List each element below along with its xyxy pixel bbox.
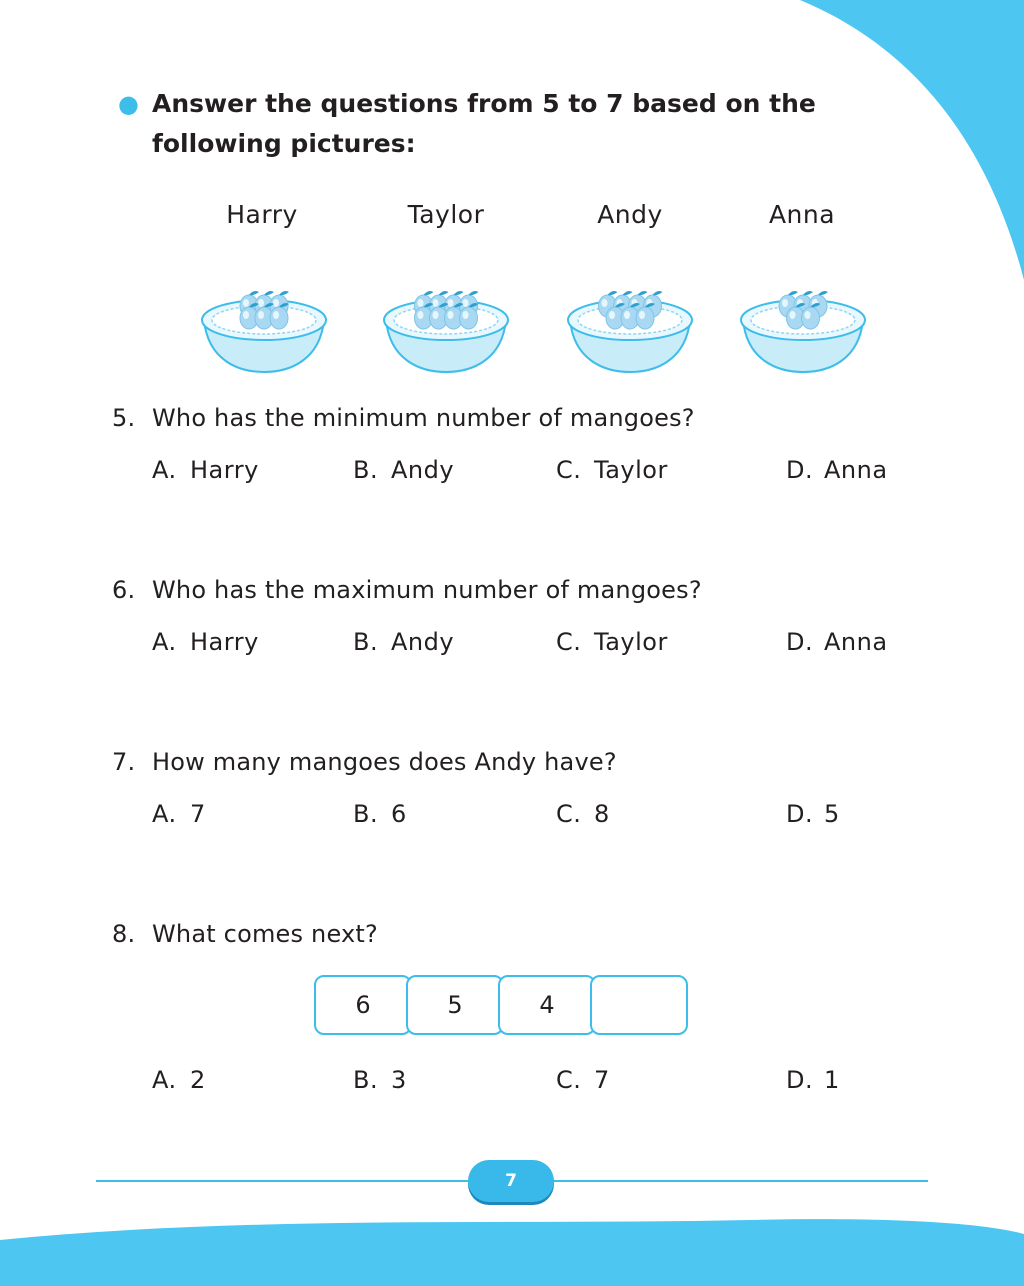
q7-option-a[interactable]: A. 7 bbox=[152, 800, 206, 828]
mango-bowl-andy bbox=[564, 282, 696, 374]
q5-option-c[interactable]: C. Taylor bbox=[556, 456, 668, 484]
q7-option-b[interactable]: B. 6 bbox=[353, 800, 407, 828]
footer-rule-right bbox=[546, 1180, 928, 1182]
q7-option-c[interactable]: C. 8 bbox=[556, 800, 610, 828]
q8-option-c[interactable]: C. 7 bbox=[556, 1066, 610, 1094]
q8-option-b[interactable]: B. 3 bbox=[353, 1066, 407, 1094]
bullet-icon: ● bbox=[118, 90, 139, 118]
mango-bowl-taylor bbox=[380, 282, 512, 374]
sequence-box-3: 4 bbox=[498, 975, 596, 1035]
q6-option-b[interactable]: B. Andy bbox=[353, 628, 455, 656]
q6-option-d[interactable]: D. Anna bbox=[786, 628, 888, 656]
sequence-box-2: 5 bbox=[406, 975, 504, 1035]
person-name-anna: Anna bbox=[768, 200, 836, 229]
q6-option-a[interactable]: A. Harry bbox=[152, 628, 259, 656]
question-8: 8. What comes next? bbox=[112, 920, 378, 948]
q5-option-a[interactable]: A. Harry bbox=[152, 456, 259, 484]
question-7: 7. How many mangoes does Andy have? bbox=[112, 748, 617, 776]
person-name-andy: Andy bbox=[597, 200, 663, 229]
q6-option-c[interactable]: C. Taylor bbox=[556, 628, 668, 656]
question-6: 6. Who has the maximum number of mangoes? bbox=[112, 576, 702, 604]
q5-option-b[interactable]: B. Andy bbox=[353, 456, 455, 484]
bottom-wave bbox=[0, 1219, 1024, 1286]
page-number: 7 bbox=[468, 1160, 554, 1202]
person-name-harry: Harry bbox=[226, 200, 298, 229]
sequence-box-1: 6 bbox=[314, 975, 412, 1035]
mango-bowl-harry bbox=[198, 282, 330, 374]
person-name-taylor: Taylor bbox=[407, 200, 485, 229]
q8-option-d[interactable]: D. 1 bbox=[786, 1066, 840, 1094]
q5-option-d[interactable]: D. Anna bbox=[786, 456, 888, 484]
instruction-heading: ● Answer the questions from 5 to 7 based on the following pictures: bbox=[118, 84, 948, 164]
sequence-box-answer[interactable] bbox=[590, 975, 688, 1035]
question-5: 5. Who has the minimum number of mangoes? bbox=[112, 404, 695, 432]
footer-rule-left bbox=[96, 1180, 476, 1182]
q8-option-a[interactable]: A. 2 bbox=[152, 1066, 206, 1094]
q7-option-d[interactable]: D. 5 bbox=[786, 800, 840, 828]
mango-bowl-anna bbox=[737, 282, 869, 374]
